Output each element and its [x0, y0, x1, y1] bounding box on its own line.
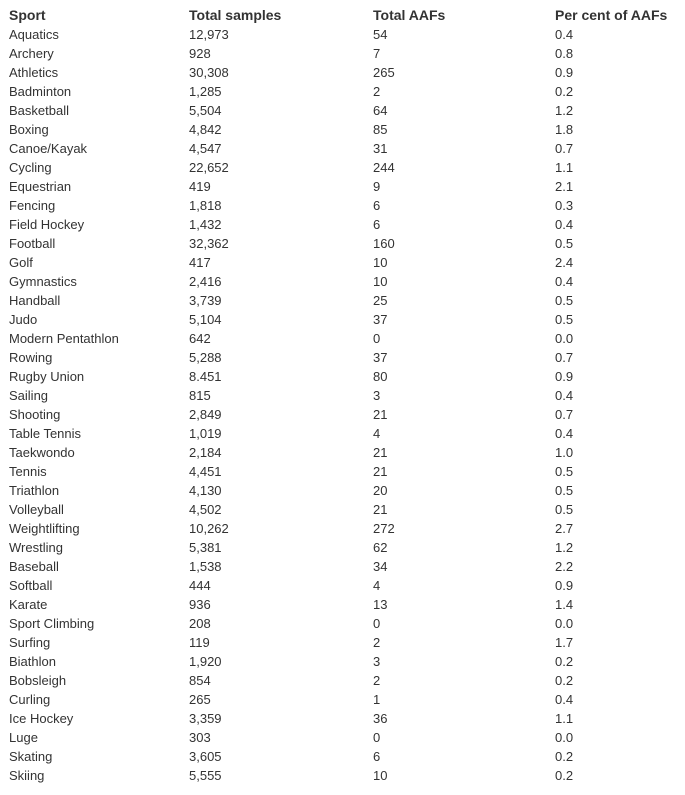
total-aafs-cell: 272 [373, 521, 395, 536]
table-row [0, 291, 685, 310]
sport-cell: Equestrian [9, 179, 72, 194]
percent-aafs-cell: 1.7 [555, 635, 574, 650]
table-row [0, 139, 685, 158]
percent-aafs-cell: 0.5 [555, 464, 574, 479]
sport-cell: Basketball [9, 103, 69, 118]
table-row [0, 405, 685, 424]
total-samples-cell: 2,184 [189, 445, 222, 460]
total-aafs-cell: 6 [373, 217, 381, 232]
percent-aafs-cell: 0.2 [555, 84, 574, 99]
table-row [0, 443, 685, 462]
table-row [0, 614, 685, 633]
percent-aafs-cell: 0.5 [555, 293, 574, 308]
sport-cell: Rugby Union [9, 369, 85, 384]
percent-aafs-cell: 0.4 [555, 217, 574, 232]
sport-cell: Canoe/Kayak [9, 141, 88, 156]
total-aafs-cell: 34 [373, 559, 388, 574]
table-row [0, 158, 685, 177]
percent-aafs-cell: 0.2 [555, 749, 574, 764]
total-aafs-cell: 9 [373, 179, 381, 194]
total-aafs-cell: 6 [373, 198, 381, 213]
table-row [0, 348, 685, 367]
table-row [0, 120, 685, 139]
sport-cell: Triathlon [9, 483, 60, 498]
percent-aafs-cell: 1.2 [555, 540, 574, 555]
sport-cell: Surfing [9, 635, 51, 650]
sport-cell: Ice Hockey [9, 711, 74, 726]
total-aafs-cell: 2 [373, 673, 381, 688]
total-aafs-cell: 3 [373, 654, 381, 669]
total-aafs-cell: 54 [373, 27, 388, 42]
table-header-row [0, 5, 685, 25]
total-samples-cell: 5,381 [189, 540, 222, 555]
percent-aafs-cell: 0.0 [555, 616, 574, 631]
sport-cell: Football [9, 236, 56, 251]
table-row [0, 519, 685, 538]
table-row [0, 633, 685, 652]
total-aafs-cell: 4 [373, 426, 381, 441]
column-header-sport: Sport [9, 7, 46, 23]
total-samples-cell: 2,416 [189, 274, 222, 289]
total-aafs-cell: 21 [373, 407, 388, 422]
total-aafs-cell: 37 [373, 350, 388, 365]
total-aafs-cell: 265 [373, 65, 395, 80]
total-aafs-cell: 10 [373, 274, 388, 289]
total-samples-cell: 417 [189, 255, 211, 270]
total-aafs-cell: 10 [373, 255, 388, 270]
sport-cell: Badminton [9, 84, 72, 99]
column-header-percent-aafs: Per cent of AAFs [555, 7, 668, 23]
total-samples-cell: 419 [189, 179, 211, 194]
percent-aafs-cell: 1.4 [555, 597, 574, 612]
sport-cell: Sailing [9, 388, 49, 403]
percent-aafs-cell: 2.4 [555, 255, 574, 270]
total-aafs-cell: 6 [373, 749, 381, 764]
table-row [0, 766, 685, 785]
total-aafs-cell: 160 [373, 236, 395, 251]
total-aafs-cell: 13 [373, 597, 388, 612]
total-aafs-cell: 25 [373, 293, 388, 308]
table-row [0, 386, 685, 405]
sport-cell: Taekwondo [9, 445, 75, 460]
percent-aafs-cell: 2.2 [555, 559, 574, 574]
percent-aafs-cell: 0.4 [555, 274, 574, 289]
table-row [0, 709, 685, 728]
percent-aafs-cell: 1.0 [555, 445, 574, 460]
total-samples-cell: 1,432 [189, 217, 222, 232]
percent-aafs-cell: 0.2 [555, 673, 574, 688]
table-row [0, 538, 685, 557]
table-body [0, 25, 685, 785]
total-samples-cell: 265 [189, 692, 211, 707]
table-row [0, 272, 685, 291]
percent-aafs-cell: 0.9 [555, 578, 574, 593]
percent-aafs-cell: 0.3 [555, 198, 574, 213]
total-aafs-cell: 4 [373, 578, 381, 593]
table-row [0, 44, 685, 63]
total-aafs-cell: 36 [373, 711, 388, 726]
total-samples-cell: 5,555 [189, 768, 222, 783]
table-row [0, 557, 685, 576]
percent-aafs-cell: 2.1 [555, 179, 574, 194]
percent-aafs-cell: 0.0 [555, 730, 574, 745]
sport-cell: Aquatics [9, 27, 59, 42]
percent-aafs-cell: 0.4 [555, 692, 574, 707]
percent-aafs-cell: 0.8 [555, 46, 574, 61]
total-samples-cell: 12,973 [189, 27, 229, 42]
total-aafs-cell: 2 [373, 635, 381, 650]
percent-aafs-cell: 0.2 [555, 654, 574, 669]
table-row [0, 177, 685, 196]
column-header-total-aafs: Total AAFs [373, 7, 446, 23]
total-samples-cell: 32,362 [189, 236, 229, 251]
percent-aafs-cell: 0.7 [555, 350, 574, 365]
percent-aafs-cell: 0.5 [555, 502, 574, 517]
sport-cell: Skating [9, 749, 53, 764]
percent-aafs-cell: 0.0 [555, 331, 574, 346]
sport-cell: Bobsleigh [9, 673, 67, 688]
table-row [0, 424, 685, 443]
total-samples-cell: 936 [189, 597, 211, 612]
total-samples-cell: 444 [189, 578, 211, 593]
total-samples-cell: 815 [189, 388, 211, 403]
total-samples-cell: 1,019 [189, 426, 222, 441]
table-row [0, 462, 685, 481]
sport-cell: Volleyball [9, 502, 64, 517]
sport-cell: Karate [9, 597, 48, 612]
total-aafs-cell: 21 [373, 464, 388, 479]
percent-aafs-cell: 1.2 [555, 103, 574, 118]
sport-cell: Boxing [9, 122, 49, 137]
table-row [0, 82, 685, 101]
sport-cell: Gymnastics [9, 274, 77, 289]
total-samples-cell: 5,104 [189, 312, 222, 327]
total-samples-cell: 119 [189, 635, 210, 650]
total-samples-cell: 3,359 [189, 711, 222, 726]
total-aafs-cell: 3 [373, 388, 381, 403]
total-samples-cell: 854 [189, 673, 211, 688]
table-row [0, 652, 685, 671]
total-samples-cell: 30,308 [189, 65, 229, 80]
sport-cell: Cycling [9, 160, 52, 175]
percent-aafs-cell: 0.7 [555, 407, 574, 422]
percent-aafs-cell: 1.1 [555, 160, 574, 175]
total-samples-cell: 3,739 [189, 293, 222, 308]
table-row [0, 329, 685, 348]
sport-cell: Sport Climbing [9, 616, 95, 631]
total-samples-cell: 5,504 [189, 103, 222, 118]
percent-aafs-cell: 0.9 [555, 65, 574, 80]
total-aafs-cell: 10 [373, 768, 388, 783]
sport-cell: Archery [9, 46, 54, 61]
percent-aafs-cell: 0.4 [555, 426, 574, 441]
sport-cell: Judo [9, 312, 38, 327]
percent-aafs-cell: 0.2 [555, 768, 574, 783]
total-samples-cell: 4,547 [189, 141, 222, 156]
percent-aafs-cell: 0.4 [555, 27, 574, 42]
total-samples-cell: 8.451 [189, 369, 222, 384]
total-aafs-cell: 80 [373, 369, 388, 384]
total-aafs-cell: 2 [373, 84, 381, 99]
total-aafs-cell: 0 [373, 730, 381, 745]
sport-cell: Tennis [9, 464, 47, 479]
total-aafs-cell: 20 [373, 483, 388, 498]
sport-cell: Softball [9, 578, 53, 593]
sport-cell: Table Tennis [9, 426, 82, 441]
table-row [0, 196, 685, 215]
table-row [0, 367, 685, 386]
table-row [0, 234, 685, 253]
sport-cell: Field Hockey [9, 217, 85, 232]
table-row [0, 747, 685, 766]
sport-cell: Skiing [9, 768, 45, 783]
sport-cell: Modern Pentathlon [9, 331, 119, 346]
sport-cell: Luge [9, 730, 38, 745]
table-row [0, 310, 685, 329]
total-aafs-cell: 7 [373, 46, 381, 61]
total-samples-cell: 1,920 [189, 654, 222, 669]
table-row [0, 500, 685, 519]
table-row [0, 253, 685, 272]
table-row [0, 595, 685, 614]
total-samples-cell: 3,605 [189, 749, 222, 764]
total-samples-cell: 4,842 [189, 122, 222, 137]
total-aafs-cell: 31 [373, 141, 388, 156]
total-aafs-cell: 1 [373, 692, 381, 707]
sport-cell: Fencing [9, 198, 56, 213]
total-aafs-cell: 244 [373, 160, 395, 175]
total-samples-cell: 4,130 [189, 483, 222, 498]
percent-aafs-cell: 2.7 [555, 521, 574, 536]
sport-cell: Athletics [9, 65, 59, 80]
table-row [0, 215, 685, 234]
percent-aafs-cell: 0.5 [555, 483, 574, 498]
percent-aafs-cell: 1.1 [555, 711, 574, 726]
sport-cell: Rowing [9, 350, 53, 365]
table-row [0, 101, 685, 120]
total-samples-cell: 4,451 [189, 464, 222, 479]
total-aafs-cell: 0 [373, 331, 381, 346]
table-row [0, 690, 685, 709]
total-samples-cell: 2,849 [189, 407, 222, 422]
sport-cell: Weightlifting [9, 521, 80, 536]
sport-cell: Handball [9, 293, 61, 308]
table-row [0, 728, 685, 747]
total-samples-cell: 208 [189, 616, 211, 631]
total-aafs-cell: 62 [373, 540, 388, 555]
table-row [0, 671, 685, 690]
column-header-total-samples: Total samples [189, 7, 282, 23]
sport-cell: Baseball [9, 559, 59, 574]
table-row [0, 481, 685, 500]
sport-cell: Wrestling [9, 540, 63, 555]
percent-aafs-cell: 0.5 [555, 236, 574, 251]
total-aafs-cell: 21 [373, 502, 388, 517]
percent-aafs-cell: 0.4 [555, 388, 574, 403]
total-samples-cell: 642 [189, 331, 211, 346]
total-samples-cell: 10,262 [189, 521, 229, 536]
sport-cell: Golf [9, 255, 33, 270]
total-aafs-cell: 21 [373, 445, 388, 460]
total-samples-cell: 22,652 [189, 160, 229, 175]
total-samples-cell: 1,818 [189, 198, 222, 213]
total-samples-cell: 1,285 [189, 84, 222, 99]
table-row [0, 576, 685, 595]
total-aafs-cell: 85 [373, 122, 388, 137]
table-row [0, 25, 685, 44]
total-samples-cell: 928 [189, 46, 211, 61]
table-header [0, 5, 685, 25]
percent-aafs-cell: 1.8 [555, 122, 574, 137]
total-samples-cell: 303 [189, 730, 211, 745]
percent-aafs-cell: 0.7 [555, 141, 574, 156]
total-samples-cell: 4,502 [189, 502, 222, 517]
sport-cell: Curling [9, 692, 51, 707]
sport-aaf-table [0, 5, 685, 785]
percent-aafs-cell: 0.5 [555, 312, 574, 327]
sport-cell: Shooting [9, 407, 61, 422]
sport-cell: Biathlon [9, 654, 56, 669]
total-samples-cell: 1,538 [189, 559, 222, 574]
percent-aafs-cell: 0.9 [555, 369, 574, 384]
table-row [0, 63, 685, 82]
total-aafs-cell: 64 [373, 103, 388, 118]
total-samples-cell: 5,288 [189, 350, 222, 365]
total-aafs-cell: 37 [373, 312, 388, 327]
total-aafs-cell: 0 [373, 616, 381, 631]
